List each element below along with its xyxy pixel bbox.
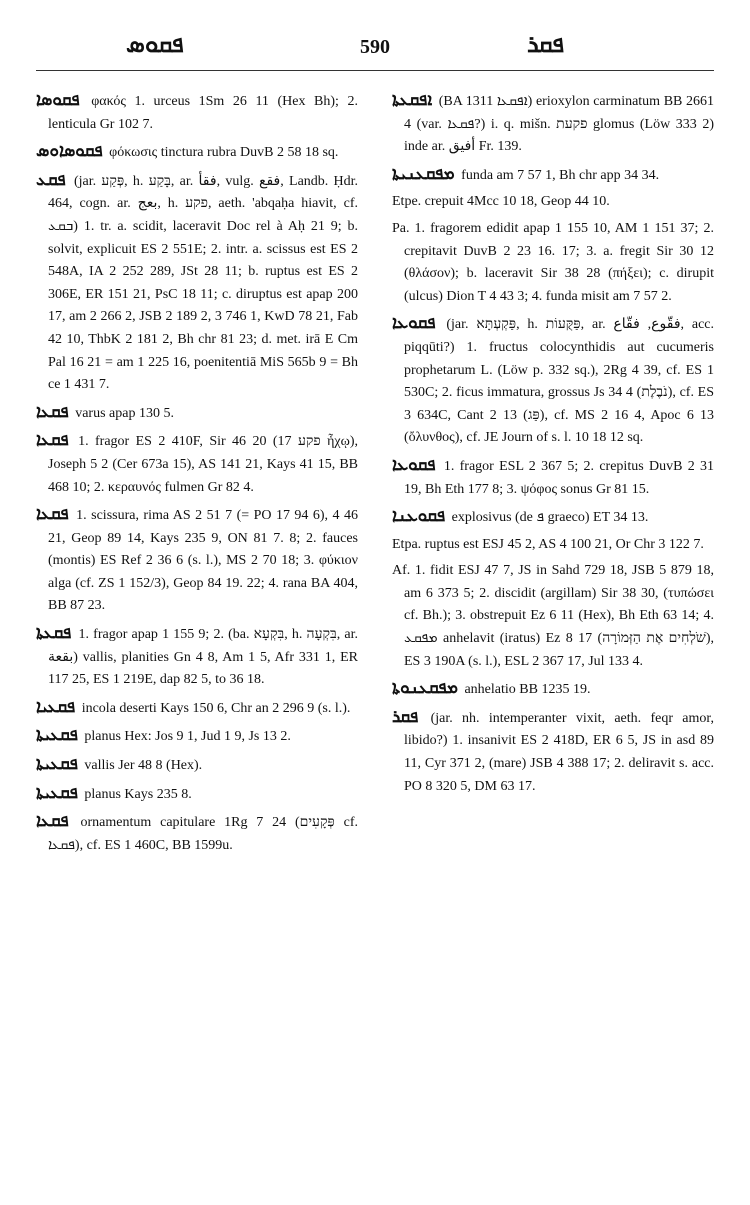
entry-definition: (BA 1311 ܐܦܩܥܐ) erioxylon carminatum BB 2661 4 (var. ܦܩܥܐ?) i. q. mišn. פקעת glomus (Löw 333 2) inde ar. أفيق Fr. 139. xyxy=(404,94,714,155)
dictionary-entry xyxy=(36,503,358,618)
entry-definition: (jar. פַּקְעְתָּא, h. פַּקֻּעוֹת, ar. فقّوع, فقّاع, acc. piqqūti?) 1. fructus colocynthidis aut cucumeris prophetarum L. (Löw p. 332 sq.), 2Rg 4 39, cf. ES 1 530C; 2. ficus immatura, grossus Js 34 4 (נֹבֶלֶת), cf. ES 3 634C, Cant 2 13 (פַּג), cf. MS 2 16 4, Apoc 6 13 (ὄλυνθος), cf. JE Journ of s. l. 10 18 12 sq. xyxy=(404,317,714,446)
dictionary-entry xyxy=(392,191,714,214)
entry-headword: ܦܩܥܝܬܐ xyxy=(36,782,78,802)
dictionary-entry xyxy=(36,724,358,749)
header-right-catchword: ܦܩܪ xyxy=(526,32,564,58)
entry-headword: ܡܦܩܥܢܘܬܐ xyxy=(392,678,458,698)
entry-headword: ܦܩܥܝܬܐ xyxy=(36,754,78,774)
entry-headword: ܦܩܥܐ xyxy=(36,401,69,421)
entry-definition: φακός 1. urceus 1Sm 26 11 (Hex Bh); 2. lenticula Gr 102 7. xyxy=(48,94,358,132)
entry-definition: explosivus (de ܦ graeco) ET 34 13. xyxy=(451,510,649,526)
dictionary-entry xyxy=(36,696,358,721)
dictionary-entry xyxy=(36,622,358,692)
entry-headword: ܦܩܘܣܐܘܣ xyxy=(36,141,103,161)
entry-headword: ܦܩܘܣܐ xyxy=(36,90,80,109)
entry-definition: planus Hex: Jos 9 1, Jud 1 9, Js 13 2. xyxy=(84,729,291,745)
dictionary-entry xyxy=(392,163,714,188)
dictionary-entry xyxy=(36,782,358,807)
entry-definition: planus Kays 235 8. xyxy=(84,786,192,802)
page-number: 590 xyxy=(360,36,390,58)
dictionary-entry xyxy=(392,505,714,530)
entry-headword: ܦܩܥܬܐ xyxy=(36,623,72,643)
entry-definition: funda am 7 57 1, Bh chr app 34 34. xyxy=(461,167,660,183)
entry-headword: ܐܦܩܥܬܐ xyxy=(392,90,433,109)
dictionary-entry xyxy=(392,89,714,159)
entry-headword: ܦܩܘܥܐ xyxy=(392,454,436,474)
right-column xyxy=(392,89,714,861)
dictionary-entry xyxy=(36,169,358,397)
entry-headword: ܦܩܪ xyxy=(392,706,419,726)
entry-headword: ܦܩܥܝܬܐ xyxy=(36,725,78,745)
dictionary-entry xyxy=(36,401,358,426)
entry-definition: Etpe. crepuit 4Mcc 10 18, Geop 44 10. xyxy=(392,194,610,210)
dictionary-entry xyxy=(392,677,714,702)
dictionary-entry xyxy=(36,429,358,499)
entry-definition: Etpa. ruptus est ESJ 45 2, AS 4 100 21, Or Chr 3 122 7. xyxy=(392,536,704,552)
dictionary-entry xyxy=(36,753,358,778)
entry-definition: varus apap 130 5. xyxy=(75,405,174,421)
entry-definition: φόκωσις tinctura rubra DuvB 2 58 18 sq. xyxy=(109,145,339,161)
dictionary-entry xyxy=(36,89,358,136)
entry-definition: 1. fragor apap 1 155 9; 2. (ba. בִּקְעָא, h. בִּקְעָה, ar. بقعة) vallis, planities Gn 4 8, Am 1 5, Afr 331 1, ER 117 25, ES 1 219E, dap 82 5, to 36 18. xyxy=(48,627,358,688)
entry-definition: ornamentum capitulare 1Rg 7 24 (פְּקָעִים cf. ܦܩܥܐ), cf. ES 1 460C, BB 1599u. xyxy=(48,815,358,853)
two-column-body xyxy=(36,89,714,861)
dictionary-entry xyxy=(36,810,358,857)
dictionary-entry xyxy=(392,312,714,450)
entry-definition: (jar. פְּקַע, h. בָּקַע, ar. فقأ, vulg. فقع, Landb. Ḥdr. 464, cogn. ar. بعج, h. פקע, aeth. 'abqaḥa hiavit, cf. ܒܩܥ) 1. tr. a. scidit, laceravit Doc rel à Aḥ 21 9; b. solvit, explicuit ES 2 551E; 2. intr. a. scissus est ES 2 548A, IA 2 252 289, JSt 28 11; b. ruptus est ES 2 306E, ER 151 21, PsC 18 11; c. diruptus est apap 200 17, am 2 266 2, JSB 2 189 2, 3 746 1, KwD 78 21, Fab 42 10, ThbK 2 181 2, Bh chr 81 23; d. met. irā E Cm Pal 16 21 = am 1 225 16, poenitentiā MiS 565b 9 = Bh ce 1 431 7. xyxy=(48,173,358,393)
dictionary-entry xyxy=(392,706,714,798)
page-header xyxy=(36,30,714,71)
entry-definition: anhelatio BB 1235 19. xyxy=(464,682,591,698)
entry-headword: ܡܦܩܥܢܝܬܐ xyxy=(392,163,455,183)
entry-definition: Pa. 1. fragorem edidit apap 1 155 10, AM 1 151 37; 2. crepitavit DuvB 2 23 16. 17; 3. a. fregit Sir 30 12 (θλάσον); b. laceravit Sir 38 28 (πήξει); c. dirupit (ulcus) Dion T 4 43 3; 4. funda misit am 7 57 2. xyxy=(392,220,714,304)
dictionary-entry xyxy=(392,534,714,557)
entry-definition: vallis Jer 48 8 (Hex). xyxy=(84,758,203,774)
entry-definition: Af. 1. fidit ESJ 47 7, JS in Sahd 729 18, JSB 5 879 18, am 6 373 5; 2. discidit (argillam) Sir 38 30, (τυπώσει cf. Bh.); 3. obstrepuit Ez 6 11 (Hex), Bh Eth 63 14; 4. ܡܦܩܥ anhelavit (iratus) Ez 8 17 (שֹׁלְחִים אֶת הַזְּמוֹרָה), ES 3 190A (s. l.), ESL 2 367 17, Jul 133 4. xyxy=(392,563,714,669)
entry-definition: 1. fragor ES 2 410F, Sir 46 20 (17 פקע ἦχῳ), Joseph 5 2 (Cer 673a 15), AS 141 21, Kays 41 15, BB 468 10; 2. κεραυνός fulmen Gr 82 4. xyxy=(48,434,358,495)
entry-headword: ܦܩܥ xyxy=(36,169,66,189)
dictionary-entry xyxy=(36,140,358,165)
entry-headword: ܦܩܘܥܢܐ xyxy=(392,506,446,526)
dictionary-entry xyxy=(392,454,714,501)
entry-definition: incola deserti Kays 150 6, Chr an 2 296 9 (s. l.). xyxy=(81,700,351,716)
entry-headword: ܦܩܘܥܐ xyxy=(392,313,436,333)
entry-headword: ܦܩܥܐ xyxy=(36,504,69,524)
entry-definition: 1. fragor ESL 2 367 5; 2. crepitus DuvB 2 31 19, Bh Eth 177 8; 3. ψόφος sonus Gr 81 15. xyxy=(404,458,714,497)
entry-headword: ܦܩܥܝܐ xyxy=(36,696,76,716)
header-left-catchword: ܦܩܘܣ xyxy=(126,32,184,58)
dictionary-entry xyxy=(392,560,714,673)
left-column xyxy=(36,89,358,861)
entry-definition: 1. scissura, rima AS 2 51 7 (= PO 17 94 6), 4 46 21, Geop 89 14, Kays 235 9, ON 81 7. 8; 2. fauces (montis) ES Ref 2 36 6 (s. l.), MS 2 70 18; 3. φύκιον alga (cf. ZS 1 152/3), Geop 84 19. 22; 4. rana BA 404, BB 87 23. xyxy=(48,508,358,614)
entry-headword: ܦܩܥܐ xyxy=(36,430,69,450)
dictionary-entry xyxy=(392,218,714,308)
entry-definition: (jar. nh. intemperanter vixit, aeth. feqr amor, libido?) 1. insanivit ES 2 418D, ER 6 5, JS in asd 89 11, Cyr 371 2, (mare) JSB 4 388 17; 2. deliravit s. acc. PO 8 320 5, DM 63 17. xyxy=(404,710,714,794)
entry-headword: ܦܩܥܐ xyxy=(36,811,69,831)
